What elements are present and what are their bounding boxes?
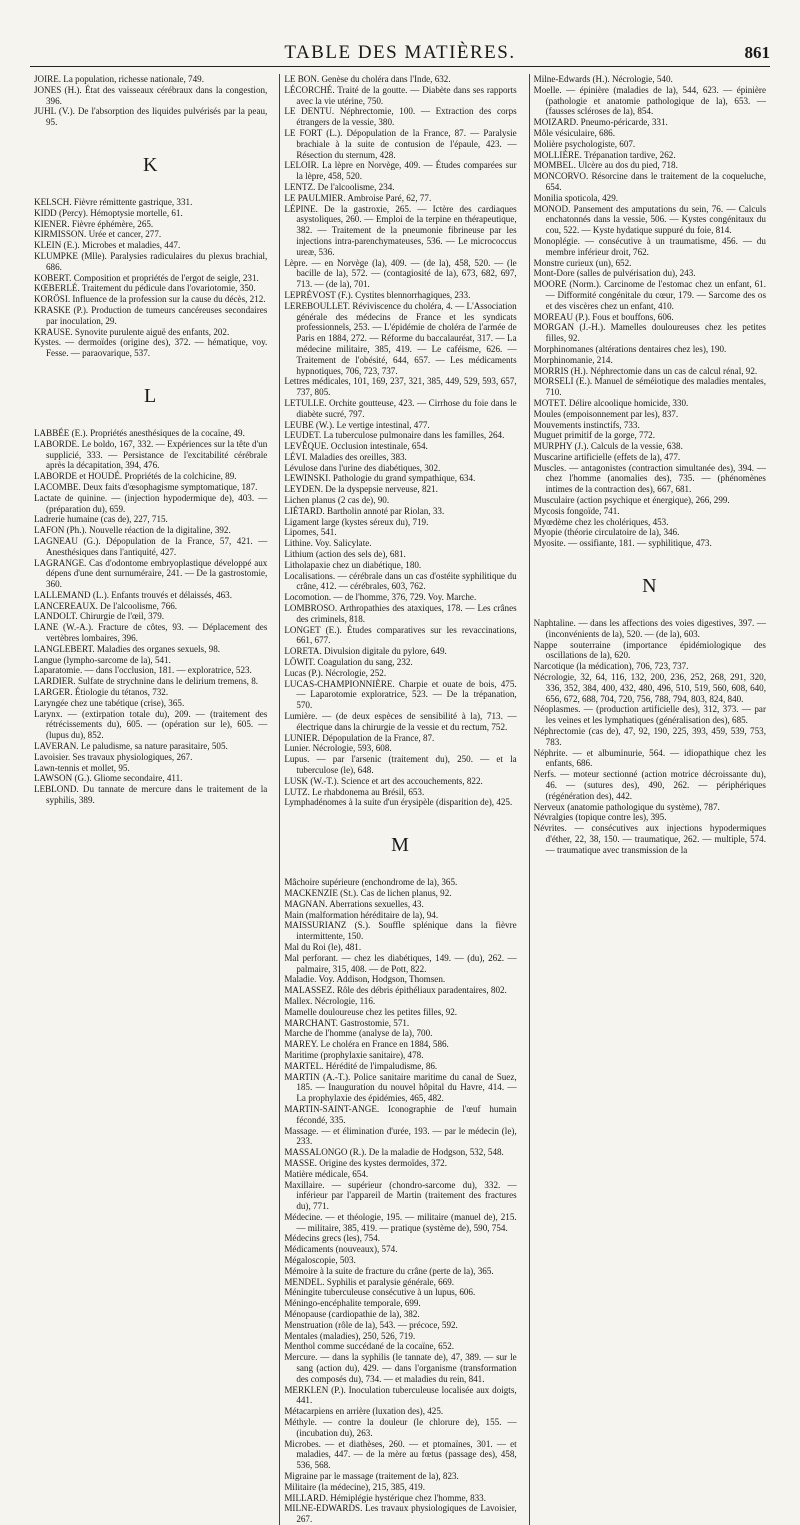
index-entry: LAFON (Ph.). Nouvelle réaction de la digitaline, 392. xyxy=(34,525,231,536)
index-entry: Monilia spoticola, 429. xyxy=(533,192,619,203)
section-letter: M xyxy=(391,834,410,857)
index-entry: LE BON. Genèse du choléra dans l'Inde, 632. xyxy=(284,74,451,84)
index-entry: Nappe souterraine (importance épidémiologique des oscillations de la), 620. xyxy=(533,639,766,661)
index-entry: Langue (lympho-sarcome de la), 541. xyxy=(34,654,171,665)
index-entry: KIENER. Fièvre éphémère, 265. xyxy=(34,218,154,229)
index-entry: Médecine. — et théologie, 195. — militaire (manuel de), 215. — militaire, 385, 419. — pratique (système de), 590, 754. xyxy=(284,1211,517,1233)
index-entry: LORETA. Divulsion digitale du pylore, 649. xyxy=(284,646,447,657)
index-entry: MORRIS (H.). Néphrectomie dans un cas de calcul rénal, 92. xyxy=(533,365,758,376)
index-entry: LUSK (W.-T.). Science et art des accouchements, 822. xyxy=(284,775,483,786)
index-entry: LELOIR. La lèpre en Norvège, 409. — Études comparées sur la lèpre, 458, 520. xyxy=(284,160,517,182)
index-entry: Lupus. — par l'arsenic (traitement du), 250. — et la tuberculose (le), 648. xyxy=(284,754,517,775)
index-entry: Mentales (maladies), 250, 526, 719. xyxy=(284,1330,416,1341)
index-entry: Ménopause (cardiopathie de la), 382. xyxy=(284,1309,420,1320)
index-entry: LÉPINE. De la gastroxie, 265. — Ictère des cardiaques asystoliques, 260. — Emploi de la terpine en thérapeutique, 382. — Traitement de la pneumonie fibrineuse par les injections intra-parenchymateuses, 536. — Le micrococcus ureæ, 536. xyxy=(284,203,517,257)
section-letter: N xyxy=(642,575,658,598)
index-entry: LUTZ. Le rhabdonema au Brésil, 653. xyxy=(284,786,425,797)
index-entry: KRASKE (P.). Production de tumeurs cancéreuses secondaires par inoculation, 29. xyxy=(34,304,268,326)
index-entry: Méthyle. — contre la douleur (le chlorure de), 155. — (incubation du), 263. xyxy=(284,1417,517,1438)
index-entry: Massage. — et élimination d'urée, 193. — par le médecin (le), 233. xyxy=(284,1125,517,1147)
index-entry: Morphinomanes (altérations dentaires chez les), 190. xyxy=(533,343,727,354)
index-entry: LAGNEAU (G.). Dépopulation de la France, 57, 421. — Anesthésiques dans l'antiquité, 427. xyxy=(34,535,268,557)
index-column-middle xyxy=(279,74,520,1525)
index-entry: MONOD. Pansement des amputations du sein, 76. — Calculs enchatonnés dans la vessie, 506. — Kystes congénitaux du cou, 522. — Kyste hydatique suppuré du foie, 814. xyxy=(533,203,766,236)
index-entry: LEUBE (W.). Le vertige intestinal, 477. xyxy=(284,419,430,430)
index-entry: LACOMBE. Deux faits d'œsophagisme symptomatique, 187. xyxy=(34,481,258,492)
index-column-right xyxy=(529,74,770,1525)
index-entry: LÉVI. Maladies des oreilles, 383. xyxy=(284,451,407,462)
index-entry: Menstruation (rôle de la), 543. — précoce, 592. xyxy=(284,1319,458,1330)
index-entry: KELSCH. Fièvre rémittente gastrique, 331. xyxy=(34,196,193,207)
index-entry: LALLEMAND (L.). Enfants trouvés et délaissés, 463. xyxy=(34,589,232,600)
index-entry: Névralgies (topique contre les), 395. xyxy=(533,812,667,823)
index-entry: Moelle. — épinière (maladies de la), 544, 623. — épinière (pathologie et anatomie pathologique de la), 653. — (fausses scléroses de la), 854. xyxy=(533,84,766,117)
index-columns xyxy=(30,74,770,1525)
index-entry: Musculaire (action psychique et énergique), 266, 299. xyxy=(533,495,730,506)
index-entry: KIRMISSON. Urée et cancer, 277. xyxy=(34,229,162,240)
page-title: TABLE DES MATIÈRES. xyxy=(284,42,516,63)
index-entry: Mamelle douloureuse chez les petites filles, 92. xyxy=(284,1006,458,1017)
index-entry: Lawn-tennis et mollet, 95. xyxy=(34,762,130,773)
index-entry: LEREBOULLET. Réviviscence du choléra, 4. — L'Association générale des médecins de France et les syndicats professionnels, 253. — L'épidémie de choléra de l'armée de Paris en 1884, 272. — Réforme du baccalauréat, 317. — La médecine militaire, 385, 419. — Le caféisme, 626. — Traitement de l'obésité, 644, 657. — Les médicaments hypnotiques, 706, 723, 737. xyxy=(284,300,517,376)
index-entry: LAVERAN. Le paludisme, sa nature parasitaire, 505. xyxy=(34,741,228,752)
index-entry: Myœdème chez les cholériques, 453. xyxy=(533,516,669,527)
index-entry: Lavoisier. Ses travaux physiologiques, 267. xyxy=(34,751,193,762)
index-entry: LENTZ. De l'alcoolisme, 234. xyxy=(284,181,395,192)
index-entry: Mercure. — dans la syphilis (le tannate de), 47, 389. — sur le sang (action du), 429. — dans l'organisme (transformation des composés du), 734. — et maladies du rein, 841. xyxy=(284,1352,517,1384)
index-entry: LONGET (E.). Études comparatives sur les revaccinations, 661, 677. xyxy=(284,624,517,646)
index-entry: Molière psychologiste, 607. xyxy=(533,138,636,149)
index-entry: MAREY. Le choléra en France en 1884, 586. xyxy=(284,1039,449,1050)
index-entry: MARTEL. Hérédité de l'impaludisme, 86. xyxy=(284,1060,438,1071)
index-entry: MONCORVO. Résorcine dans le traitement de la coqueluche, 654. xyxy=(533,171,766,192)
index-entry: MOMBEL. Ulcère au dos du pied, 718. xyxy=(533,160,678,171)
index-entry: Militaire (la médecine), 215, 385, 419. xyxy=(284,1481,425,1492)
index-entry: Ladrerie humaine (cas de), 227, 715. xyxy=(34,514,168,525)
index-entry: LUCAS-CHAMPIONNIÈRE. Charpie et ouate de bois, 475. — Laparotomie exploratrice, 523. — De la trépanation, 570. xyxy=(284,678,517,711)
index-entry: Mâchoire supérieure (enchondrome de la), 365. xyxy=(284,877,458,888)
index-entry: LARGER. Étiologie du tétanos, 732. xyxy=(34,687,169,698)
index-entry: LEPRÉVOST (F.). Cystites blennorrhagiques, 233. xyxy=(284,289,471,300)
index-entry: Lèpre. — en Norvège (la), 409. — (de la), 458, 520. — (le bacille de la), 572. — (contagiosité de la), 673, 682, 697, 713. — (de la), 701. xyxy=(284,257,517,290)
index-entry: Mégaloscopie, 503. xyxy=(284,1255,356,1266)
index-entry: KŒBERLÉ. Traitement du pédicule dans l'ovariotomie, 350. xyxy=(34,283,256,294)
index-entry: Ligament large (kystes séreux du), 719. xyxy=(284,516,429,527)
index-entry: Mal du Roi (le), 481. xyxy=(284,941,362,952)
index-entry: LEWINSKI. Pathologie du grand sympathique, 634. xyxy=(284,473,476,484)
index-entry: Myosite. — ossifiante, 181. — syphilitique, 473. xyxy=(533,538,712,549)
index-entry: Lumière. — (de deux espèces de sensibilité à la), 713. — électrique dans la chirurgie de la vessie et du rectum, 752. xyxy=(284,711,517,732)
index-entry: MORSELI (E.). Manuel de séméiotique des maladies mentales, 710. xyxy=(533,376,766,398)
index-entry: JONES (H.). État des vaisseaux cérébraux dans la congestion, 396. xyxy=(34,84,268,106)
index-entry: Matière médicale, 654. xyxy=(284,1168,369,1179)
index-entry: Larynx. — (extirpation totale du), 209. — (traitement des rétrécissements du), 605. — (opération sur le), 605. — (lupus du), 852. xyxy=(34,708,268,741)
index-entry: LABORDE et HOUDÉ. Propriétés de la colchicine, 89. xyxy=(34,471,237,482)
index-entry: KIDD (Percy). Hémoptysie mortelle, 61. xyxy=(34,207,183,218)
index-entry: Milne-Edwards (H.). Nécrologie, 540. xyxy=(533,74,673,84)
index-entry: Méningite tuberculeuse consécutive à un lupus, 606. xyxy=(284,1287,476,1298)
index-entry: Moules (empoisonnement par les), 837. xyxy=(533,408,679,419)
index-entry: Mal perforant. — chez les diabétiques, 149. — (du), 262. — palmaire, 315, 408. — de Pott, 822. xyxy=(284,952,517,974)
index-entry: KRAUSE. Synovite purulente aiguë des enfants, 202. xyxy=(34,326,230,337)
index-entry: MILNE-EDWARDS. Les travaux physiologiques de Lavoisier, 267. xyxy=(284,1503,517,1525)
index-entry: LEYDEN. De la dyspepsie nerveuse, 821. xyxy=(284,484,438,495)
index-entry: Microbes. — et diathèses, 260. — et ptomaïnes, 301. — et maladies, 447. — de la mère au fœtus (passage des), 458, 536, 568. xyxy=(284,1438,517,1471)
index-entry: Métacarpiens en arrière (luxation des), 425. xyxy=(284,1406,444,1417)
index-entry: MOREAU (P.). Fous et bouffons, 606. xyxy=(533,311,674,322)
index-entry: Maritime (prophylaxie sanitaire), 478. xyxy=(284,1049,424,1060)
index-entry: LAGRANGE. Cas d'odontome embryoplastique développé aux dépens d'une dent surnuméraire, 241. — De la gastrostomie, 360. xyxy=(34,557,268,590)
index-entry: Lunier. Nécrologie, 593, 608. xyxy=(284,743,392,754)
index-entry: Lymphadénomes à la suite d'un érysipèle (disparition de), 425. xyxy=(284,797,513,808)
index-entry: Mont-Dore (salles de pulvérisation du), 243. xyxy=(533,268,696,279)
index-entry: LE FORT (L.). Dépopulation de la France, 87. — Paralysie brachiale à la suite de contusion de l'épaule, 423. — Résection du sternum, 428. xyxy=(284,127,517,160)
index-entry: MASSALONGO (R.). De la maladie de Hodgson, 532, 548. xyxy=(284,1147,504,1158)
index-entry: JUHL (V.). De l'absorption des liquides pulvérisés par la peau, 95. xyxy=(34,106,268,128)
index-column-left xyxy=(30,74,271,1525)
index-entry: LE PAULMIER. Ambroise Paré, 62, 77. xyxy=(284,192,432,203)
index-entry: LE DENTU. Néphrectomie, 100. — Extraction des corps étrangers de la vessie, 380. xyxy=(284,106,517,128)
index-entry: Mallex. Nécrologie, 116. xyxy=(284,995,376,1006)
index-entry: Naphtaline. — dans les affections des voies digestives, 397. — (inconvénients de la), 520. — (de la), 603. xyxy=(533,618,766,639)
index-entry: Laryngée chez une tabétique (crise), 365. xyxy=(34,697,185,708)
index-entry: Muguet primitif de la gorge, 772. xyxy=(533,430,655,441)
index-entry: Névrites. — consécutives aux injections hypodermiques d'éther, 22, 38, 150. — traumatique, 262. — multiple, 574. — traumatique avec transmission de la xyxy=(533,823,766,855)
index-entry: Muscles. — antagonistes (contraction simultanée des), 394. — chez l'homme (anomalies des), 735. — (phénomènes intimes de la contraction des), 667, 681. xyxy=(533,462,766,495)
index-entry: Nerfs. — moteur sectionné (action motrice décroissante du), 46. — (sutures des), 490, 262. — périphériques (régénération des), 442. xyxy=(533,769,766,801)
index-entry: Mémoire à la suite de fracture du crâne (perte de la), 365. xyxy=(284,1265,494,1276)
index-entry: KORÖSI. Influence de la profession sur la cause du décès, 212. xyxy=(34,294,266,305)
index-entry: LANDOLT. Chirurgie de l'œil, 379. xyxy=(34,611,165,622)
index-entry: MOIZARD. Pneumo-péricarde, 331. xyxy=(533,117,668,128)
index-entry: MAISSURIANZ (S.). Souffle splénique dans la fièvre intermittente, 150. xyxy=(284,920,517,942)
index-entry: LEVÊQUE. Occlusion intestinale, 654. xyxy=(284,441,428,452)
index-entry: Nerveux (anatomie pathologique du système), 787. xyxy=(533,801,720,812)
index-entry: LAWSON (G.). Gliome secondaire, 411. xyxy=(34,773,183,784)
index-entry: Morphinomanie, 214. xyxy=(533,354,613,365)
index-entry: MOORE (Norm.). Carcinome de l'estomac chez un enfant, 61. — Difformité congénitale du cœur, 179. — Sarcome des os et des viscères chez un enfant, 410. xyxy=(533,279,766,311)
index-entry: LEBLOND. Du tannate de mercure dans le traitement de la syphilis, 389. xyxy=(34,784,268,806)
index-entry: MASSE. Origine des kystes dermoïdes, 372. xyxy=(284,1157,447,1168)
index-entry: Nécrologie, 32, 64, 116, 132, 200, 236, 252, 268, 291, 320, 336, 352, 384, 400, 432, 480, 496, 510, 519, 560, 608, 640, 656, 672, 688, 704, 720, 756, 788, 794, 803, 824, 840. xyxy=(533,672,766,704)
index-entry: MILLARD. Hémiplégie hystérique chez l'homme, 833. xyxy=(284,1492,486,1503)
index-entry: MACKENZIE (St.). Cas de lichen planus, 92. xyxy=(284,887,452,898)
index-entry: LABBÉE (E.). Propriétés anesthésiques de la cocaïne, 49. xyxy=(34,427,245,438)
index-entry: Lichen planus (2 cas de), 90. xyxy=(284,495,390,506)
index-entry: LABORDE. Le boldo, 167, 332. — Expériences sur la tête d'un supplicié, 333. — Persistance de l'excitabilité cérébrale après la décapitation, 394, 476. xyxy=(34,438,268,471)
index-entry: MAGNAN. Aberrations sexuelles, 43. xyxy=(284,898,424,909)
index-entry: LIÉTARD. Bartholin annoté par Riolan, 33. xyxy=(284,505,445,516)
index-entry: MORGAN (J.-H.). Mamelles douloureuses chez les petites filles, 92. xyxy=(533,322,766,344)
index-entry: Maxillaire. — supérieur (chondro-sarcome du), 332. — inférieur par l'appareil de Martin (traitement des fractures du), 771. xyxy=(284,1179,517,1212)
index-entry: MARTIN (A.-T.). Police sanitaire maritime du canal de Suez, 185. — Inauguration du nouvel hôpital du Havre, 414. — La prophylaxie des épidémies, 465, 482. xyxy=(284,1071,517,1104)
index-entry: Marche de l'homme (analyse de la), 700. xyxy=(284,1028,433,1039)
index-entry: Menthol comme succédané de la cocaïne, 652. xyxy=(284,1341,455,1352)
index-entry: Médicaments (nouveaux), 574. xyxy=(284,1244,398,1255)
page-number: 861 xyxy=(744,43,770,62)
index-entry: Main (malformation héréditaire de la), 94. xyxy=(284,909,439,920)
index-entry: KLEIN (E.). Microbes et maladies, 447. xyxy=(34,240,181,251)
index-entry: Migraine par le massage (traitement de la), 823. xyxy=(284,1471,459,1482)
index-entry: Lipomes, 541. xyxy=(284,527,337,538)
index-entry: Maladie. Voy. Addison, Hodgson, Thomsen. xyxy=(284,974,446,985)
index-entry: LANCEREAUX. De l'alcoolisme, 766. xyxy=(34,600,178,611)
index-entry: MALASSEZ. Rôle des débris épithéliaux paradentaires, 802. xyxy=(284,985,507,996)
index-entry: LÖWIT. Coagulation du sang, 232. xyxy=(284,657,413,668)
index-entry: MARCHANT. Gastrostomie, 571. xyxy=(284,1017,410,1028)
index-entry: Narcotique (la médication), 706, 723, 737. xyxy=(533,661,689,672)
header-rule xyxy=(30,66,770,67)
index-entry: Muscarine artificielle (effets de la), 477. xyxy=(533,451,681,462)
index-entry: Lévulose dans l'urine des diabétiques, 302. xyxy=(284,462,441,473)
index-entry: Litholapaxie chez un diabétique, 180. xyxy=(284,559,422,570)
index-entry: KLUMPKE (Mlle). Paralysies radiculaires du plexus brachial, 686. xyxy=(34,250,268,272)
index-entry: MARTIN-SAINT-ANGE. Iconographie de l'œuf humain fécondé, 335. xyxy=(284,1103,517,1125)
index-entry: LEUDET. La tuberculose pulmonaire dans les familles, 264. xyxy=(284,430,505,441)
index-entry: Kystes. — dermoïdes (origine des), 372. — hématique, voy. Fesse. — paraovarique, 537. xyxy=(34,337,268,359)
index-entry: Locomotion. — de l'homme, 376, 729. Voy. Marche. xyxy=(284,592,477,603)
index-entry: MOLLIÈRE. Trépanation tardive, 262. xyxy=(533,149,676,160)
index-entry: Lithine. Voy. Salicylate. xyxy=(284,538,372,549)
index-entry: LANGLEBERT. Maladies des organes sexuels, 98. xyxy=(34,643,221,654)
index-entry: LÉCORCHÉ. Traité de la goutte. — Diabète dans ses rapports avec la vie utérine, 750. xyxy=(284,84,517,106)
index-entry: Néphrite. — et albuminurie, 564. — idiopathique chez les enfants, 686. xyxy=(533,747,766,769)
index-entry: Néphrectomie (cas de), 47, 92, 190, 225, 393, 459, 539, 753, 783. xyxy=(533,726,766,747)
index-entry: KOBERT. Composition et propriétés de l'ergot de seigle, 231. xyxy=(34,272,259,283)
index-entry: Myopie (théorie circulatoire de la), 346. xyxy=(533,527,680,538)
index-entry: MENDEL. Syphilis et paralysie générale, 669. xyxy=(284,1276,455,1287)
index-entry: LARDIER. Sulfate de strychnine dans le delirium tremens, 8. xyxy=(34,676,259,687)
index-entry: Lettres médicales, 101, 169, 237, 321, 385, 449, 529, 593, 657, 737, 805. xyxy=(284,376,517,398)
section-letter: L xyxy=(144,384,158,407)
index-entry: LUNIER. Dépopulation de la France, 87. xyxy=(284,732,435,743)
index-entry: LETULLE. Orchite goutteuse, 423. — Cirrhose du foie dans le diabète sucré, 797. xyxy=(284,397,517,419)
index-entry: Môle vésiculaire, 686. xyxy=(533,127,615,138)
index-entry: Lithium (action des sels de), 681. xyxy=(284,549,406,560)
index-entry: LANE (W.-A.). Fracture de côtes, 93. — Déplacement des vertèbres lombaires, 396. xyxy=(34,622,268,644)
index-entry: Mycosis fongoïde, 741. xyxy=(533,505,620,516)
index-entry: Méningo-encéphalite temporale, 699. xyxy=(284,1298,421,1309)
index-entry: MERKLEN (P.). Inoculation tuberculeuse localisée aux doigts, 441. xyxy=(284,1384,517,1406)
index-entry: MOTET. Délire alcoolique homicide, 330. xyxy=(533,397,689,408)
index-entry: Mouvements instinctifs, 733. xyxy=(533,419,640,430)
index-entry: Néoplasmes. — (production artificielle des), 312, 373. — par les veines et les lymphatiques (généralisation des), 685. xyxy=(533,704,766,726)
index-entry: Lucas (P.). Nécrologie, 252. xyxy=(284,667,387,678)
section-letter: K xyxy=(142,153,159,176)
index-entry: Laparatomie. — dans l'occlusion, 181. — exploratrice, 523. xyxy=(34,665,252,676)
index-entry: Lactate de quinine. — (injection hypodermique de), 403. — (préparation du), 659. xyxy=(34,492,268,514)
index-entry: JOIRE. La population, richesse nationale, 749. xyxy=(34,74,204,84)
index-entry: MURPHY (J.). Calculs de la vessie, 638. xyxy=(533,441,683,452)
index-entry: Localisations. — cérébrale dans un cas d'ostéite syphilitique du crâne, 412. — cérébrales, 603, 762. xyxy=(284,570,517,592)
index-entry: Monstre curieux (un), 652. xyxy=(533,257,632,268)
index-entry: LOMBROSO. Arthropathies des ataxiques, 178. — Les crânes des criminels, 818. xyxy=(284,603,517,624)
index-entry: Monoplégie. — consécutive à un traumatisme, 456. — du membre inférieur droit, 762. xyxy=(533,235,766,257)
index-entry: Médecins grecs (les), 754. xyxy=(284,1233,381,1244)
